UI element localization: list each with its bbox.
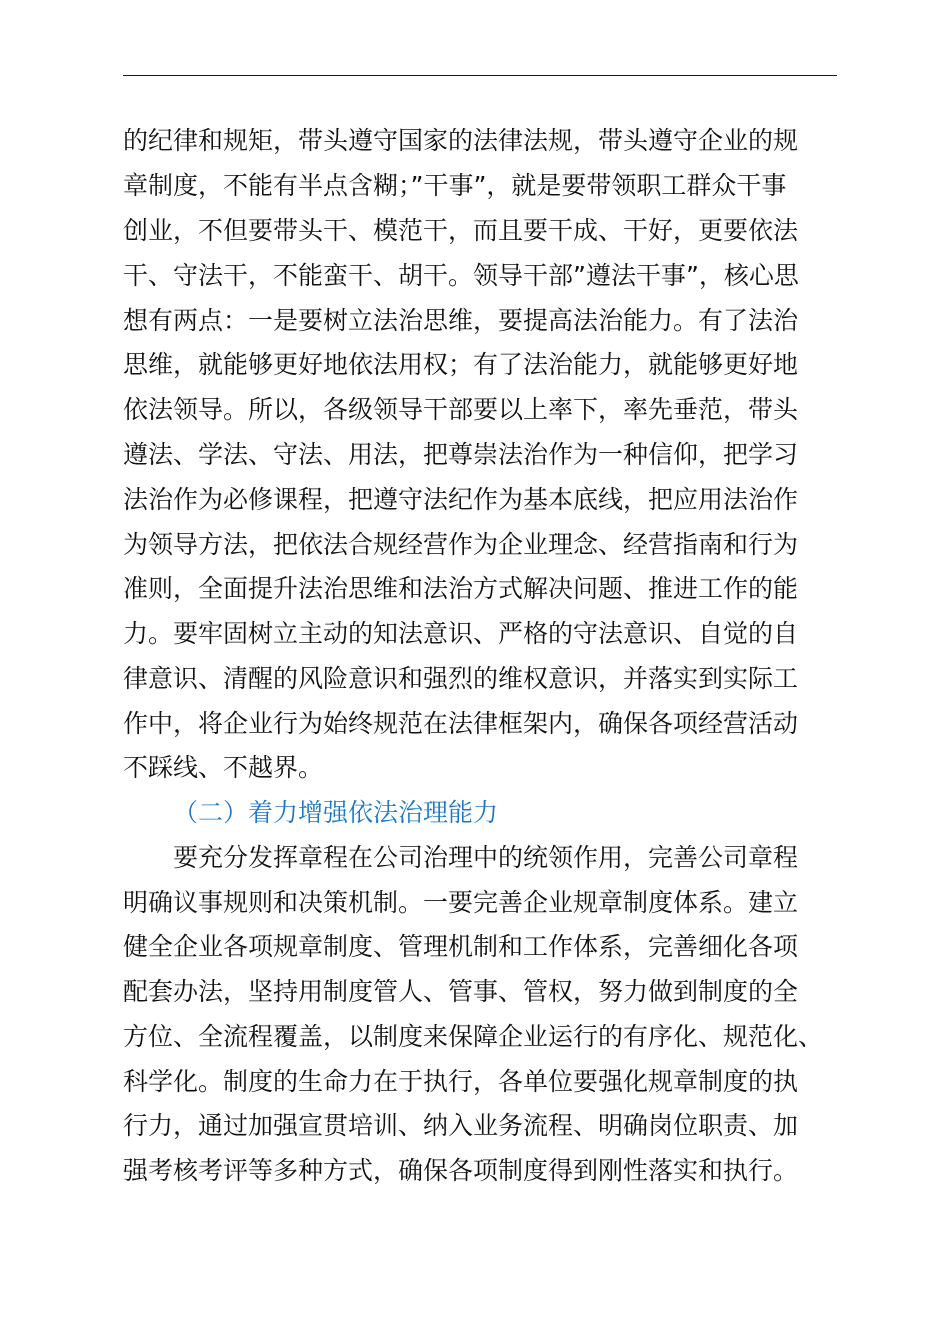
text-line: 要充分发挥章程在公司治理中的统领作用，完善公司章程 [173, 843, 799, 872]
text-line: 力。要牢固树立主动的知法意识、严格的守法意识、自觉的自 [123, 619, 799, 648]
text-line: 的纪律和规矩，带头遵守国家的法律法规，带头遵守企业的规 [123, 126, 799, 155]
text-line: 准则，全面提升法治思维和法治方式解决问题、推进工作的能 [123, 574, 799, 603]
text-line: 法治作为必修课程，把遵守法纪作为基本底线，把应用法治作 [123, 485, 799, 514]
text-line: 思维，就能够更好地依法用权；有了法治能力，就能够更好地 [123, 350, 799, 379]
text-line: 配套办法，坚持用制度管人、管事、管权，努力做到制度的全 [123, 977, 799, 1006]
text-line: 律意识、清醒的风险意识和强烈的维权意识，并落实到实际工 [123, 664, 799, 693]
header-rule [123, 75, 837, 76]
text-line: 想有两点：一是要树立法治思维，要提高法治能力。有了法治 [123, 306, 799, 335]
text-line: 行力，通过加强宣贯培训、纳入业务流程、明确岗位职责、加 [123, 1111, 799, 1140]
text-line: 遵法、学法、守法、用法，把尊崇法治作为一种信仰，把学习 [123, 440, 799, 469]
section-heading: （二）着力增强依法治理能力 [173, 798, 499, 827]
text-line: 创业，不但要带头干、模范干，而且要干成、干好，更要依法 [123, 216, 799, 245]
text-line: 为领导方法，把依法合规经营作为企业理念、经营指南和行为 [123, 530, 799, 559]
text-line: 健全企业各项规章制度、管理机制和工作体系，完善细化各项 [123, 932, 799, 961]
text-line: 作中，将企业行为始终规范在法律框架内，确保各项经营活动 [123, 709, 799, 738]
text-line: 明确议事规则和决策机制。一要完善企业规章制度体系。建立 [123, 888, 799, 917]
text-line: 科学化。制度的生命力在于执行，各单位要强化规章制度的执 [123, 1067, 799, 1096]
text-line: 章制度，不能有半点含糊；”干事”，就是要带领职工群众干事 [123, 171, 787, 200]
text-line: 不踩线、不越界。 [123, 753, 324, 782]
text-line: 强考核考评等多种方式，确保各项制度得到刚性落实和执行。 [123, 1156, 799, 1185]
text-line: 干、守法干，不能蛮干、胡干。领导干部”遵法干事”，核心思 [123, 261, 799, 290]
text-line: 依法领导。所以，各级领导干部要以上率下，率先垂范，带头 [123, 395, 799, 424]
text-line: 方位、全流程覆盖，以制度来保障企业运行的有序化、规范化、 [123, 1022, 824, 1051]
